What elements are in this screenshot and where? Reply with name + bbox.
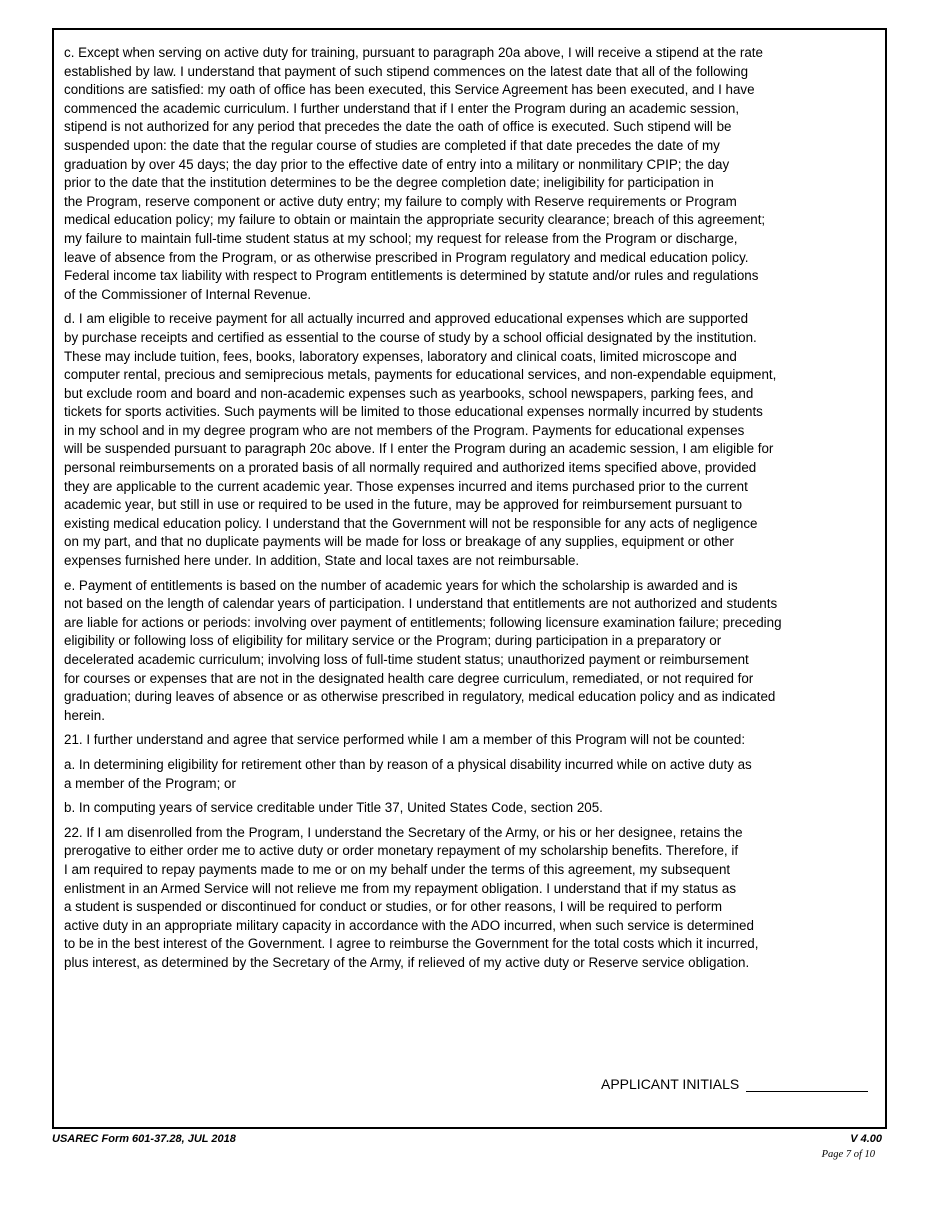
agreement-text	[64, 44, 874, 979]
applicant-initials-field[interactable]	[746, 1077, 868, 1092]
form-identifier: USAREC Form 601-37.28, JUL 2018	[52, 1133, 236, 1145]
paragraph-21: 21. I further understand and agree that service performed while I am a member of this Program will not be counted:	[64, 732, 746, 748]
paragraph-22: 22. If I am disenrolled from the Program, I understand the Secretary of the Army, or his or her designee, retains the prerogative to either order me to active duty or order monetary repayment of my scholarship benefits. Therefore, if I am required to repay payments made to me or on my behalf under the terms of this agreement, my subsequent enlistment in an Armed Service will not relieve me from my repayment obligation. I understand that if my status as a student is suspended or discontinued for conduct or studies, or for other reasons, I will be required to perform active duty in an appropriate military capacity in accordance with the ADO incurred, when such service is determined to be in the best interest of the Government. I agree to reimburse the Government for the total costs which it incurred, plus interest, as determined by the Secretary of the Army, if relieved of my active duty or Reserve service obligation.	[64, 824, 759, 970]
paragraph-20e: e. Payment of entitlements is based on the number of academic years for which the scholarship is awarded and is not based on the length of calendar years of participation. I understand that entitlements are not authorized and students are liable for actions or periods: involving over payment of entitlements; following licensure examination failure; preceding eligibility or following loss of eligibility for military service or the Program; during participation in a preparatory or decelerated academic curriculum; involving loss of full-time student status; unauthorized payment or reimbursement for courses or expenses that are not in the designated health care degree curriculum, remediated, or not required for graduation; during leaves of absence or as otherwise prescribed in regulatory, medical education policy and as indicated herein.	[64, 577, 782, 723]
page-number: Page 7 of 10	[821, 1149, 875, 1160]
paragraph-21b: b. In computing years of service creditable under Title 37, United States Code, section 205.	[64, 800, 603, 816]
paragraph-20c: c. Except when serving on active duty for training, pursuant to paragraph 20a above, I will receive a stipend at the rate established by law. I understand that payment of such stipend commences on the latest date that all of the following conditions are satisfied: my oath of office has been executed, this Service Agreement has been executed, and I have commenced the academic curriculum. I further understand that if I enter the Program during an academic session, stipend is not authorized for any period that precedes the date the oath of office is executed. Such stipend will be suspended upon: the date that the regular course of studies are completed if that date precedes the date of my graduation by over 45 days; the day prior to the effective date of entry into a military or nonmilitary CPIP; the day prior to the date that the institution determines to be the degree completion date; ineligibility for participation in the Program, reserve component or active duty entry; my failure to comply with Reserve requirements or Program medical education policy; my failure to obtain or maintain the appropriate security clearance; breach of this agreement; my failure to maintain full-time student status at my school; my request for release from the Program or discharge, leave of absence from the Program, or as otherwise prescribed in Program regulatory and medical education policy. Federal income tax liability with respect to Program entitlements is determined by statute and/or rules and regulations of the Commissioner of Internal Revenue.	[64, 45, 766, 302]
paragraph-21a: a. In determining eligibility for retirement other than by reason of a physical disability incurred while on active duty as a member of the Program; or	[64, 756, 752, 791]
form-version: V 4.00	[850, 1133, 882, 1145]
applicant-initials	[601, 1076, 868, 1092]
applicant-initials-label: APPLICANT INITIALS	[601, 1076, 740, 1092]
paragraph-20d: d. I am eligible to receive payment for all actually incurred and approved educational expenses which are supported by purchase receipts and certified as essential to the course of study by a school official designated by the institution. These may include tuition, fees, books, laboratory expenses, laboratory and clinical coats, limited microscope and computer rental, precious and semiprecious metals, payments for educational services, and non-expendable equipment, but exclude room and board and non-academic expenses such as yearbooks, school newspapers, parking fees, and tickets for sports activities. Such payments will be limited to those educational expenses normally incurred by students in my school and in my degree program who are not members of the Program. Payments for educational expenses will be suspended pursuant to paragraph 20c above. If I enter the Program during an academic session, I am eligible for personal reimbursements on a prorated basis of all normally required and authorized items specified above, provided they are applicable to the current academic year. Those expenses incurred and items purchased prior to the current academic year, but still in use or required to be used in the future, may be approved for reimbursement pursuant to existing medical education policy. I understand that the Government will not be responsible for any acts of negligence on my part, and that no duplicate payments will be made for loss or breakage of any supplies, equipment or other expenses furnished here under. In addition, State and local taxes are not reimbursable.	[64, 311, 777, 569]
